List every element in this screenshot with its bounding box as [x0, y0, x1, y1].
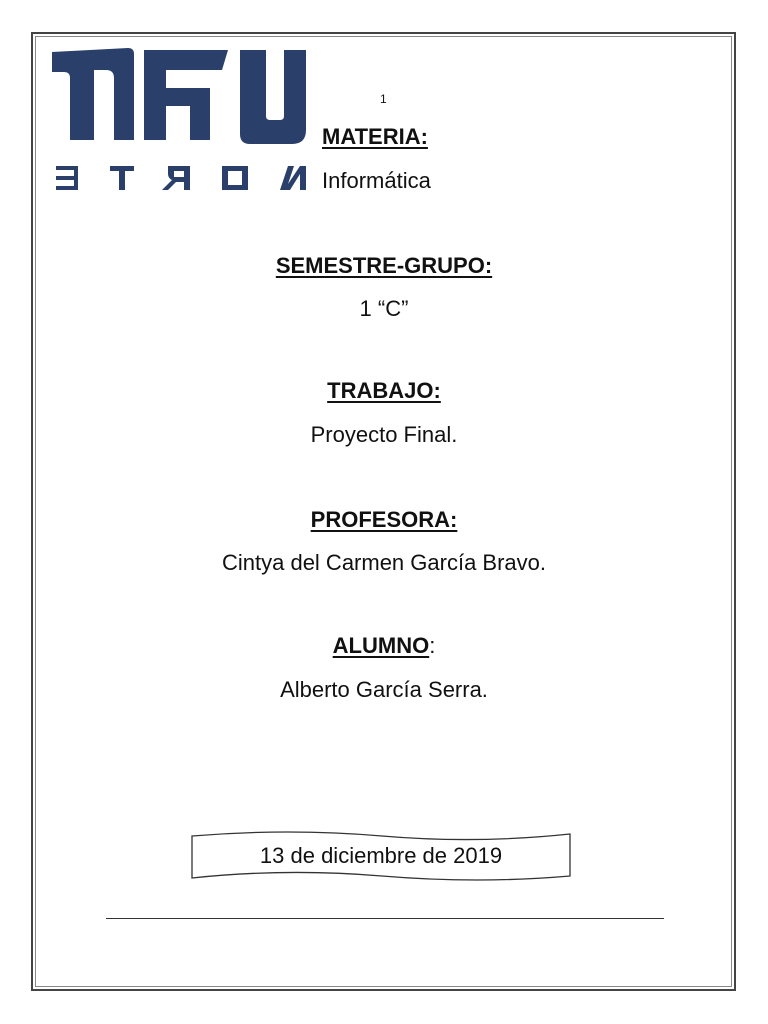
- profesora-label: PROFESORA:: [310, 507, 458, 532]
- alumno-heading: [0, 633, 768, 659]
- page-number: 1: [380, 92, 387, 106]
- trabajo-label: TRABAJO:: [327, 378, 441, 403]
- alumno-colon: :: [429, 633, 436, 658]
- trabajo-value: Proyecto Final.: [310, 422, 458, 447]
- semestre-grupo-value: 1 “C”: [359, 296, 409, 321]
- materia-label: MATERIA:: [322, 124, 428, 149]
- university-logo: [44, 44, 314, 199]
- alumno-value: Alberto García Serra.: [280, 677, 488, 702]
- materia-value: Informática: [322, 168, 431, 193]
- semestre-grupo-label: SEMESTRE-GRUPO:: [275, 253, 493, 278]
- alumno-label: ALUMNO: [332, 633, 430, 658]
- footer-rule: [106, 918, 664, 919]
- profesora-value: Cintya del Carmen García Bravo.: [221, 550, 547, 575]
- logo-norte-letters: [56, 166, 306, 190]
- date-text: 13 de diciembre de 2019: [259, 843, 503, 868]
